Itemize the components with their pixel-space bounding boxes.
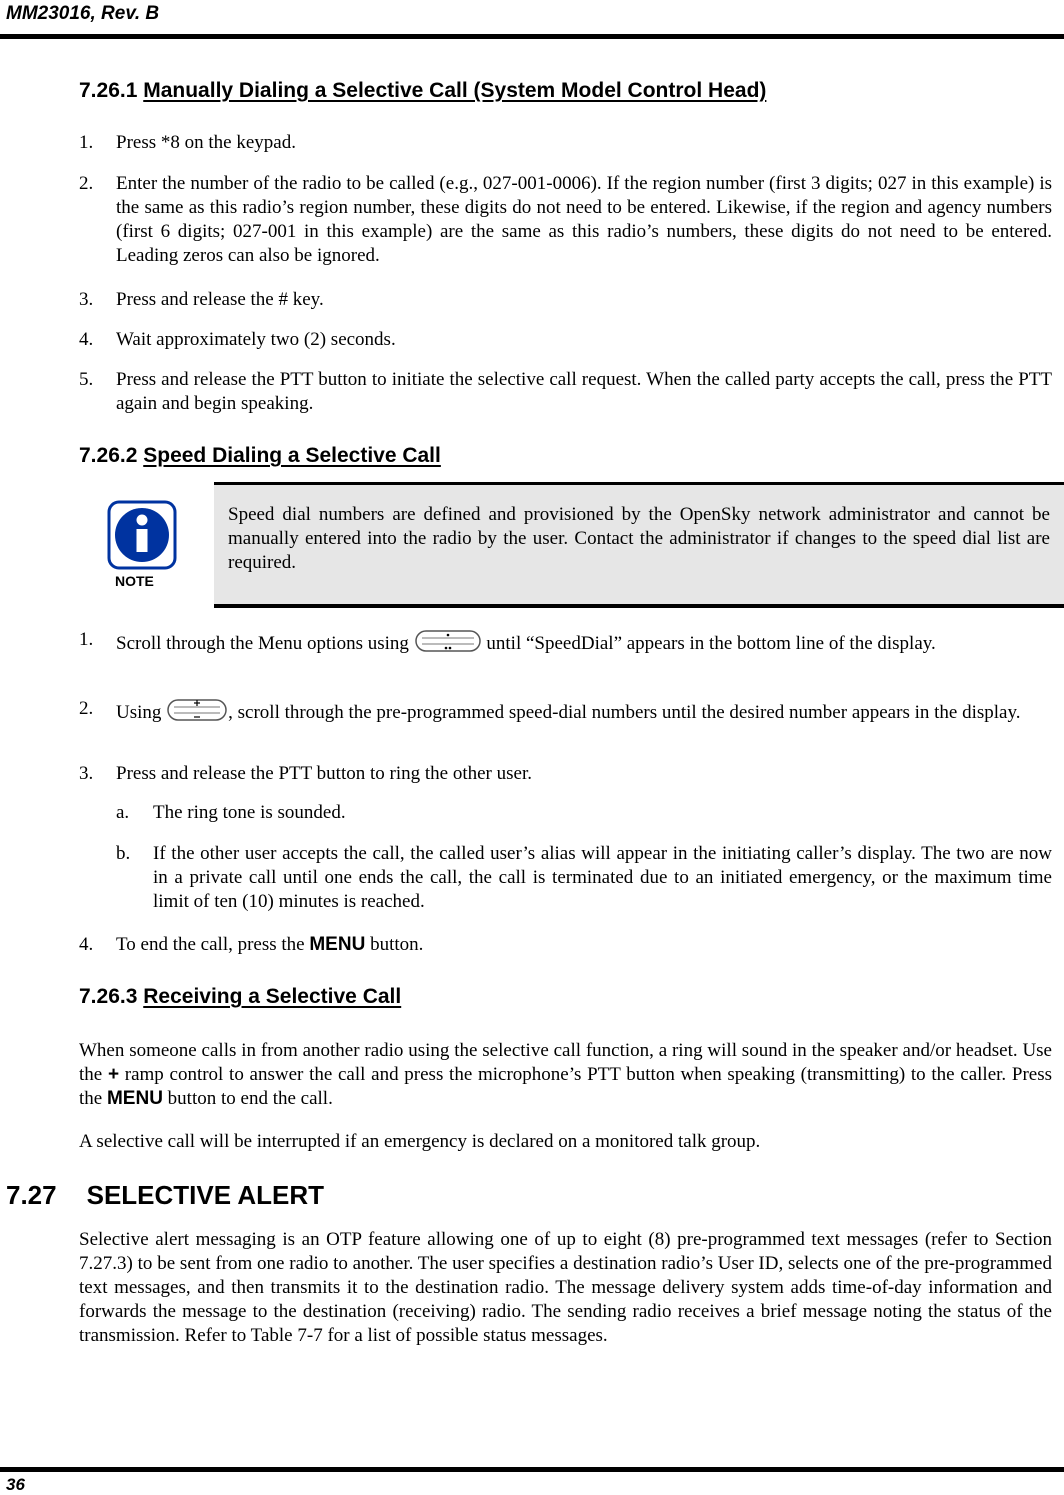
section-heading-7-27 bbox=[6, 1180, 324, 1211]
substep-text: If the other user accepts the call, the called user’s alias will appear in the initiating caller’s display. The two are now in a private call until one ends the call, the call is terminated due to an initiated emergency, or the maximum time limit of ten (10) minutes is reached. bbox=[153, 843, 1052, 912]
header-rule bbox=[0, 34, 1064, 39]
step-text bbox=[116, 628, 1052, 661]
step-text: Press *8 on the keypad. bbox=[116, 132, 296, 153]
note-callout bbox=[214, 482, 1064, 608]
paragraph-part: ramp control to answer the call and press the microphone’s PTT button when speaking (transmitting) to the caller. Press the bbox=[79, 1064, 1053, 1109]
note-icon bbox=[107, 500, 177, 590]
step-text: Press and release the PTT button to initiate the selective call request. When the called party accepts the call, press the PTT again and begin speaking. bbox=[116, 369, 1052, 414]
note-text: Speed dial numbers are defined and provisioned by the OpenSky network administrator and cannot be manually entered into the radio by the user. Contact the administrator if changes to the speed dial list are required. bbox=[228, 504, 1050, 573]
step-text: Press and release the PTT button to ring the other user. bbox=[116, 763, 532, 784]
section-number: 7.26.2 bbox=[79, 444, 138, 467]
step-number: 2. bbox=[79, 698, 94, 719]
section-title: Manually Dialing a Selective Call (System Model Control Head) bbox=[143, 79, 767, 102]
paragraph-part: When someone calls in from another radio using the selective call function, a ring will sound in the speaker and/or headset. Use the bbox=[79, 1040, 1052, 1085]
step-text bbox=[116, 933, 1052, 957]
ramp-control-plus-minus-icon bbox=[166, 697, 228, 730]
substep-text: The ring tone is sounded. bbox=[153, 802, 346, 823]
footer-rule bbox=[0, 1467, 1064, 1472]
menu-key-label: MENU bbox=[309, 934, 366, 955]
step-text-part: To end the call, press the bbox=[116, 934, 305, 955]
step-number: 3. bbox=[79, 289, 94, 310]
paragraph: A selective call will be interrupted if an emergency is declared on a monitored talk group. bbox=[79, 1131, 761, 1152]
step-number: 1. bbox=[79, 132, 94, 153]
section-title: SELECTIVE ALERT bbox=[86, 1180, 324, 1210]
step-text-part: Scroll through the Menu options using bbox=[116, 632, 409, 654]
step-number: 4. bbox=[79, 934, 94, 955]
note-label: NOTE bbox=[115, 573, 154, 589]
step-number: 1. bbox=[79, 629, 94, 650]
section-number: 7.26.1 bbox=[79, 79, 138, 102]
substep-letter: b. bbox=[116, 843, 131, 864]
section-title: Receiving a Selective Call bbox=[143, 985, 402, 1008]
step-number: 5. bbox=[79, 369, 94, 390]
section-heading-7-26-3 bbox=[79, 985, 401, 1009]
step-text bbox=[116, 697, 1052, 730]
section-heading-7-26-2 bbox=[79, 444, 441, 468]
paragraph bbox=[79, 1039, 1052, 1111]
plus-key-label: + bbox=[107, 1064, 120, 1085]
step-text: Enter the number of the radio to be called (e.g., 027-001-0006). If the region number (first 3 digits; 027 in this example) is the same as this radio’s region number, these digits do not need to be entered. Likewise, if the region and agency numbers (first 6 digits; 027-001 in this example) are the same as this radio’s numbers, these digits do not need to be entered. Leading zeros can also be ignored. bbox=[116, 173, 1052, 266]
step-number: 3. bbox=[79, 763, 94, 784]
step-text-part: until “SpeedDial” appears in the bottom line of the display. bbox=[486, 632, 936, 654]
section-heading-7-26-1 bbox=[79, 79, 766, 103]
document-id: MM23016, Rev. B bbox=[6, 3, 160, 24]
menu-key-label: MENU bbox=[106, 1088, 163, 1109]
section-title: Speed Dialing a Selective Call bbox=[143, 444, 441, 467]
paragraph: Selective alert messaging is an OTP feature allowing one of up to eight (8) pre-programmed text messages (refer to Section 7.27.3) to be sent from one radio to another. The user specifies a destination radio’s User ID, selects one of the pre-programmed text messages, and then transmits it to the destination radio. The message delivery system adds time-of-day information and forwards the message to the destination (receiving) radio. The sending radio receives a brief message noting the status of the transmission. Refer to Table 7-7 for a list of possible status messages. bbox=[79, 1229, 1052, 1346]
step-text-part: Using bbox=[116, 701, 162, 723]
step-text: Press and release the # key. bbox=[116, 289, 324, 310]
menu-scroll-button-icon bbox=[414, 628, 482, 661]
step-text-part: , scroll through the pre-programmed speed-dial numbers until the desired number appears in the display. bbox=[228, 701, 1021, 723]
paragraph-part: button to end the call. bbox=[167, 1088, 333, 1109]
page-number: 36 bbox=[6, 1475, 25, 1494]
step-number: 2. bbox=[79, 173, 94, 194]
step-text: Wait approximately two (2) seconds. bbox=[116, 329, 396, 350]
step-number: 4. bbox=[79, 329, 94, 350]
section-number: 7.26.3 bbox=[79, 985, 138, 1008]
substep-letter: a. bbox=[116, 802, 130, 823]
step-text-part: button. bbox=[370, 934, 424, 955]
section-number: 7.27 bbox=[6, 1180, 57, 1210]
